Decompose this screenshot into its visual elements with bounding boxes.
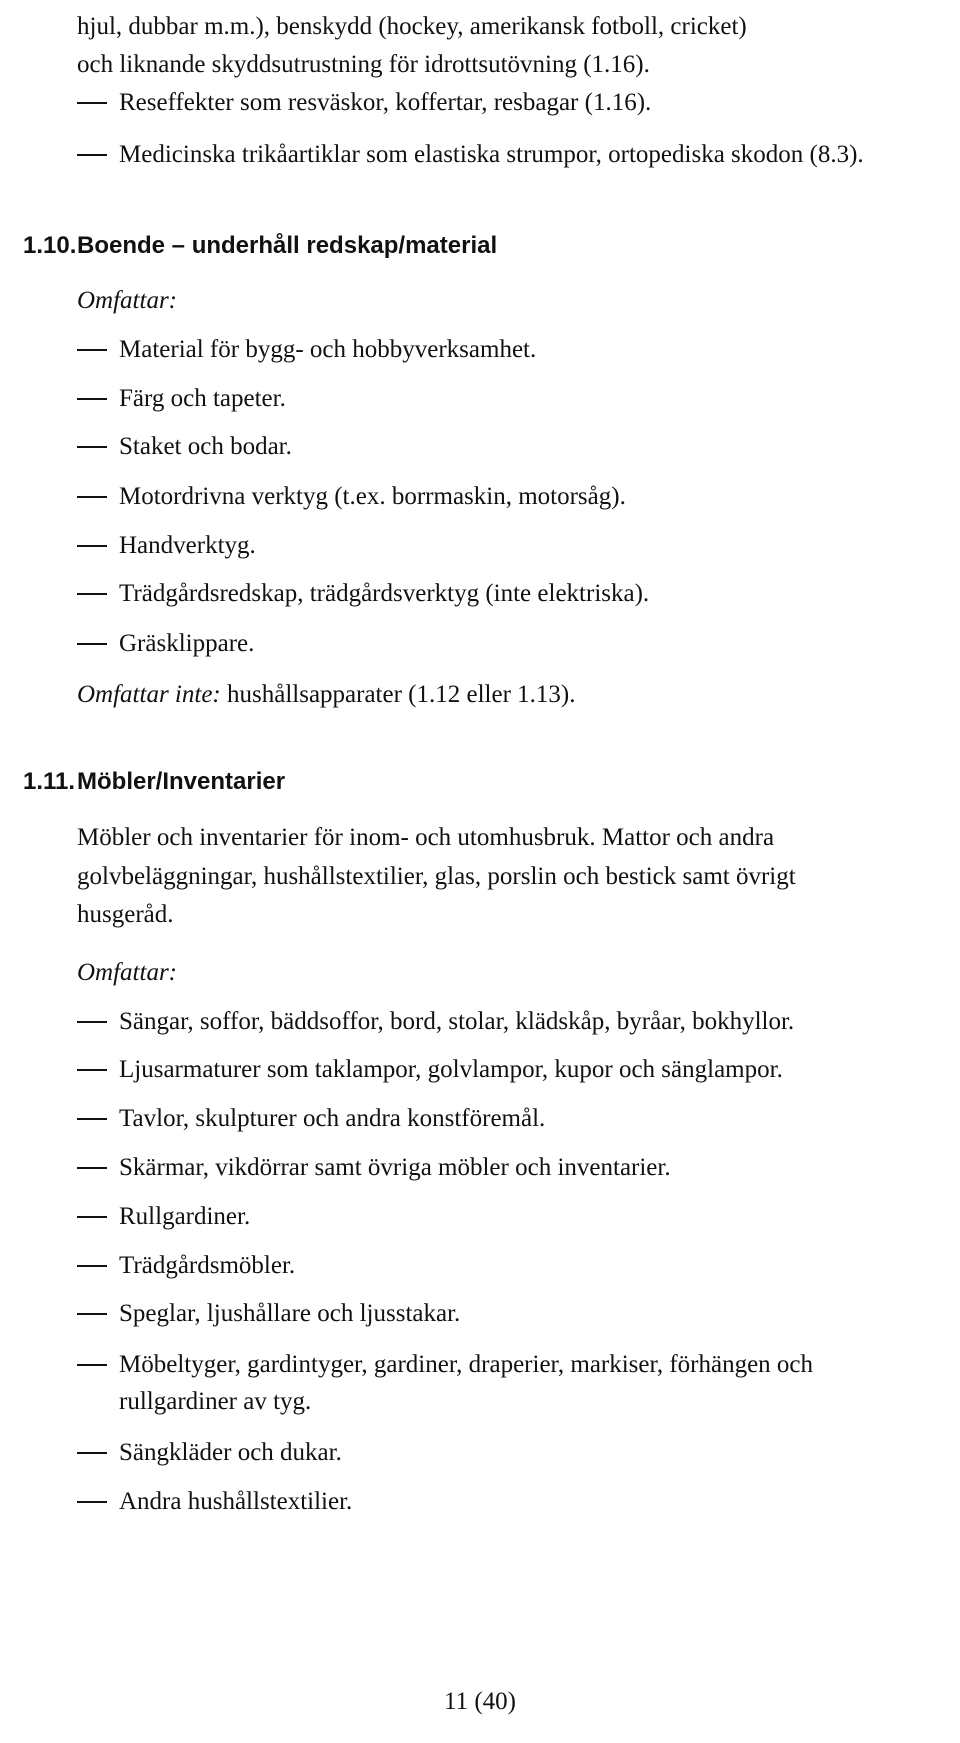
list-item-text: Tavlor, skulpturer och andra konstföremål. bbox=[119, 1105, 546, 1132]
dash-bullet bbox=[77, 1452, 107, 1454]
includes-label: Omfattar: bbox=[77, 959, 177, 986]
dash-bullet bbox=[77, 1265, 107, 1267]
dash-bullet bbox=[77, 102, 107, 104]
excludes-label: Omfattar inte: bbox=[77, 681, 221, 708]
list-item-text: Material för bygg- och hobbyverksamhet. bbox=[119, 336, 537, 363]
excludes-text: hushållsapparater (1.12 eller 1.13). bbox=[227, 681, 576, 708]
dash-bullet bbox=[77, 446, 107, 448]
list-item-text: Sängar, soffor, bäddsoffor, bord, stolar, klädskåp, byråar, bokhyllor. bbox=[119, 1008, 795, 1035]
dash-bullet bbox=[77, 1216, 107, 1218]
section-heading-1-11 bbox=[23, 763, 285, 800]
dash-bullet bbox=[77, 545, 107, 547]
includes-label: Omfattar: bbox=[77, 287, 177, 314]
list-item-text: Gräsklippare. bbox=[119, 630, 255, 657]
list-item-text: Trädgårdsredskap, trädgårdsverktyg (inte elektriska). bbox=[119, 580, 650, 607]
dash-bullet bbox=[77, 1501, 107, 1503]
list-item-text: Speglar, ljushållare och ljusstakar. bbox=[119, 1300, 461, 1327]
list-item-text: Färg och tapeter. bbox=[119, 385, 286, 412]
dash-bullet bbox=[77, 349, 107, 351]
section-heading-1-10 bbox=[23, 227, 497, 264]
list-item-text: Staket och bodar. bbox=[119, 433, 292, 460]
list-item-text: Sängkläder och dukar. bbox=[119, 1439, 342, 1466]
dash-bullet bbox=[77, 154, 107, 156]
section-title: Boende – underhåll redskap/material bbox=[77, 232, 498, 259]
continuation-line-1: hjul, dubbar m.m.), benskydd (hockey, amerikansk fotboll, cricket) bbox=[77, 13, 747, 40]
dash-bullet bbox=[77, 1118, 107, 1120]
description-line-3: husgeråd. bbox=[77, 901, 174, 928]
list-item-text: Möbeltyger, gardintyger, gardiner, draperier, markiser, förhängen och bbox=[119, 1351, 814, 1378]
dash-bullet bbox=[77, 1069, 107, 1071]
list-item-text: Reseffekter som resväskor, koffertar, resbagar (1.16). bbox=[119, 89, 652, 116]
dash-bullet bbox=[77, 496, 107, 498]
list-item-text: Medicinska trikåartiklar som elastiska strumpor, ortopediska skodon (8.3). bbox=[119, 141, 864, 168]
section-title: Möbler/Inventarier bbox=[77, 768, 286, 795]
description-line-2: golvbeläggningar, hushållstextilier, glas, porslin och bestick samt övrigt bbox=[77, 863, 796, 890]
section-number: 1.10. bbox=[23, 232, 77, 259]
dash-bullet bbox=[77, 398, 107, 400]
dash-bullet bbox=[77, 643, 107, 645]
dash-bullet bbox=[77, 1167, 107, 1169]
list-item-continuation: rullgardiner av tyg. bbox=[119, 1388, 312, 1415]
list-item-text: Andra hushållstextilier. bbox=[119, 1488, 353, 1515]
dash-bullet bbox=[77, 593, 107, 595]
dash-bullet bbox=[77, 1364, 107, 1366]
list-item-text: Motordrivna verktyg (t.ex. borrmaskin, motorsåg). bbox=[119, 483, 626, 510]
excludes-line bbox=[77, 676, 576, 713]
dash-bullet bbox=[77, 1313, 107, 1315]
list-item-text: Rullgardiner. bbox=[119, 1203, 251, 1230]
section-number: 1.11. bbox=[23, 768, 76, 795]
description-line-1: Möbler och inventarier för inom- och utomhusbruk. Mattor och andra bbox=[77, 824, 775, 851]
dash-bullet bbox=[77, 1021, 107, 1023]
list-item-text: Handverktyg. bbox=[119, 532, 256, 559]
continuation-line-2: och liknande skyddsutrustning för idrottsutövning (1.16). bbox=[77, 51, 650, 78]
page-number: 11 (40) bbox=[444, 1688, 516, 1715]
list-item-text: Ljusarmaturer som taklampor, golvlampor, kupor och sänglampor. bbox=[119, 1056, 783, 1083]
list-item-text: Skärmar, vikdörrar samt övriga möbler och inventarier. bbox=[119, 1154, 671, 1181]
list-item-text: Trädgårdsmöbler. bbox=[119, 1252, 296, 1279]
